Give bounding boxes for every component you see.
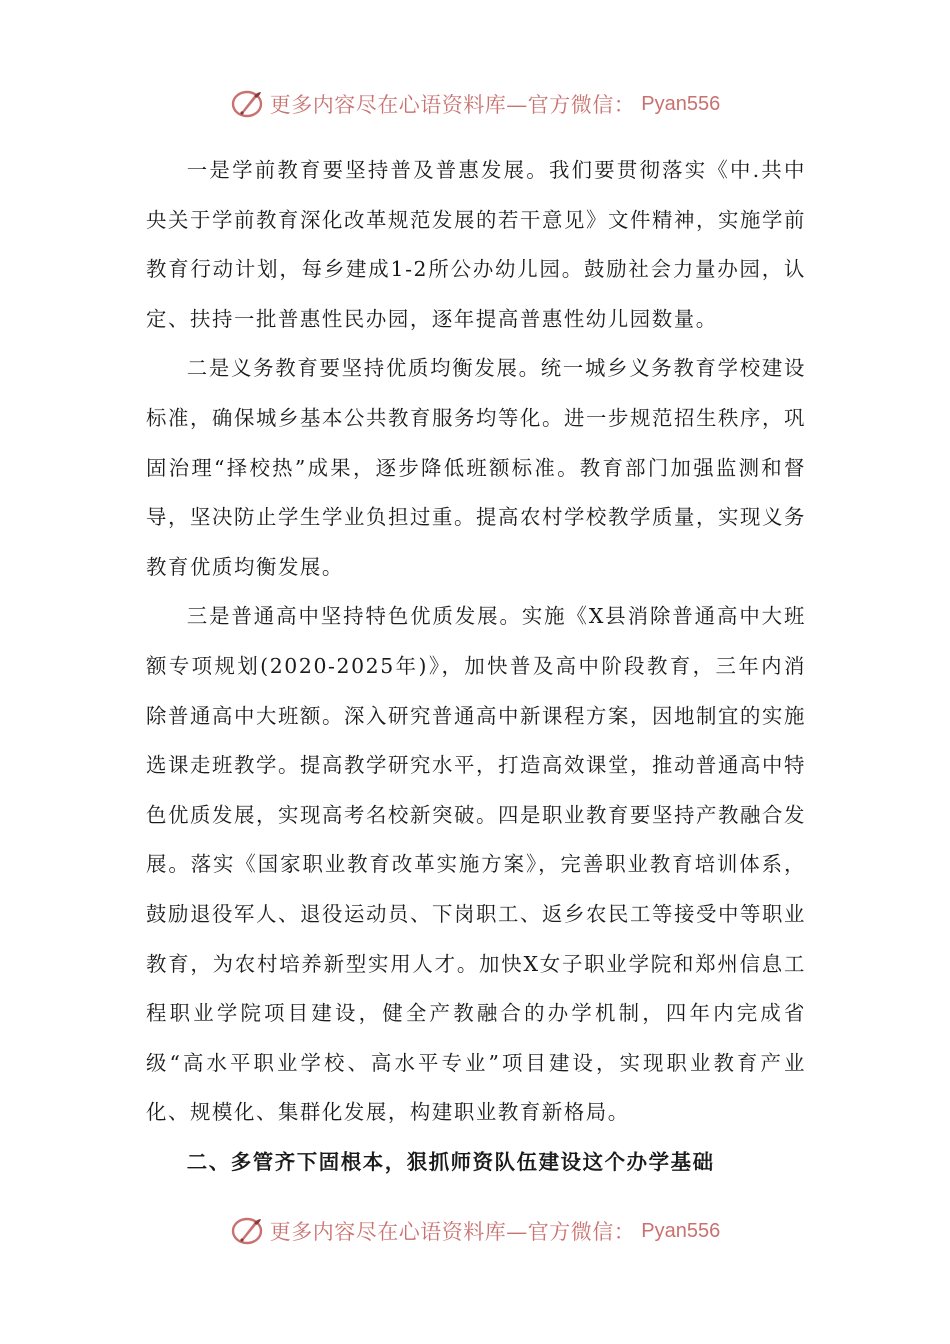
pen-feather-logo-icon <box>230 87 264 121</box>
paragraph-preschool: 一是学前教育要坚持普及普惠发展。我们要贯彻落实《中.共中央关于学前教育深化改革规范发展的若干意见》文件精神，实施学前教育行动计划，每乡建成1-2所公办幼儿园。鼓励社会力量办园，认定、扶持一批普惠性民办园，逐年提高普惠性幼儿园数量。 <box>146 158 806 331</box>
paragraph-high-school: 三是普通高中坚持特色优质发展。实施《X县消除普通高中大班额专项规划(2020-2025年)》，加快普及高中阶段教育，三年内消除普通高中大班额。深入研究普通高中新课程方案，因地制宜的实施选课走班教学。提高教学研究水平，打造高效课堂，推动普通高中特色优质发展，实现高考名校新突破。四是职业教育要坚持产教融合发展。落实《国家职业教育改革实施方案》，完善职业教育培训体系，鼓励退役军人、退役运动员、下岗职工、返乡农民工等接受中等职业教育，为农村培养新型实用人才。加快X女子职业学院和郑州信息工程职业学院项目建设，健全产教融合的办学机制，四年内完成省级“高水平职业学校、高水平专业”项目建设，实现职业教育产业化、规模化、集群化发展，构建职业教育新格局。 <box>146 604 806 1125</box>
document-body <box>146 146 806 1187</box>
section-heading: 二、多管齐下固根本，狠抓师资队伍建设这个办学基础 <box>186 1149 715 1174</box>
watermark-text: 更多内容尽在心语资料库—官方微信： <box>269 1220 636 1244</box>
watermark-text: 更多内容尽在心语资料库—官方微信： <box>269 93 636 117</box>
watermark-wechat-id: Pyan556 <box>641 1219 721 1242</box>
pen-feather-logo-icon <box>230 1214 264 1248</box>
paragraph-compulsory: 二是义务教育要坚持优质均衡发展。统一城乡义务教育学校建设标准，确保城乡基本公共教育服务均等化。进一步规范招生秩序，巩固治理“择校热”成果，逐步降低班额标准。教育部门加强监测和督导，坚决防止学生学业负担过重。提高农村学校教学质量，实现义务教育优质均衡发展。 <box>146 356 806 579</box>
watermark-wechat-id: Pyan556 <box>641 92 721 115</box>
watermark-banner-bottom <box>0 1211 950 1251</box>
watermark-banner-top <box>0 84 950 124</box>
